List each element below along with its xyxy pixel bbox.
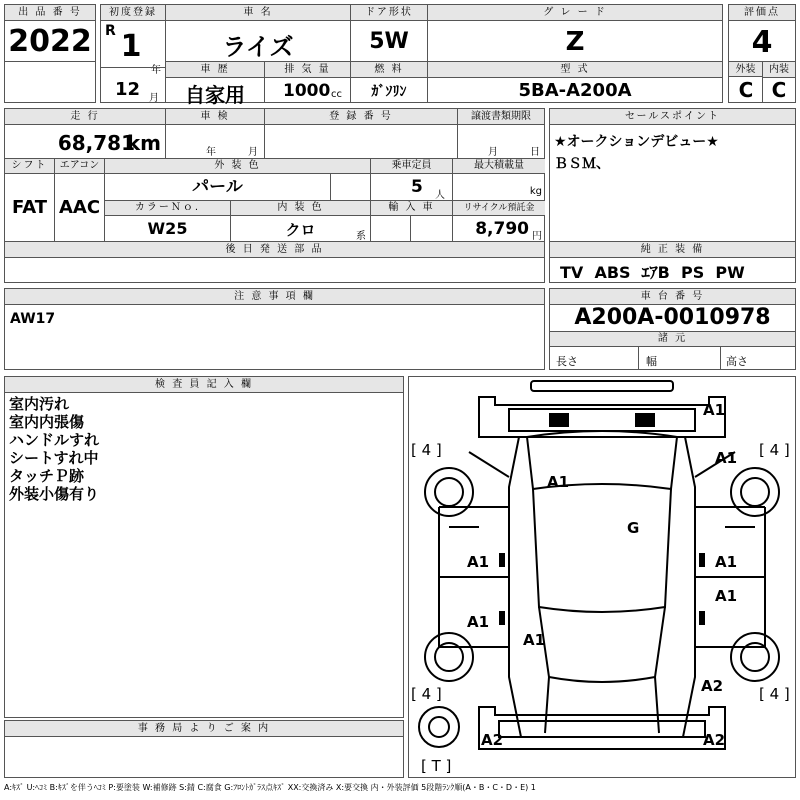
length-label: 長さ: [556, 355, 578, 368]
tire-rear-right: [ 4 ]: [759, 685, 790, 703]
height-label: 高さ: [726, 355, 748, 368]
registration-cell: [264, 108, 458, 159]
later-parts-label: 後 日 発 送 部 品: [5, 242, 544, 258]
sales-point-cell: [549, 108, 796, 242]
reg-month: 12: [115, 79, 141, 100]
sales-point-label: セールスポイント: [550, 109, 795, 125]
car-name-label: 車 名: [166, 5, 350, 21]
car-name: ライズ: [222, 33, 294, 61]
spare-tire-mark: [ T ]: [421, 757, 452, 775]
sales-points: ★オークションデビュー★ ＢＳＭ、: [554, 134, 719, 172]
tire-rear-left: [ 4 ]: [411, 685, 442, 703]
seats-unit: 人: [435, 190, 445, 201]
registration-label: 登 録 番 号: [265, 109, 457, 125]
displacement-label: 排 気 量: [265, 62, 350, 78]
office-notice-cell: [4, 720, 404, 778]
later-parts-cell: [4, 241, 545, 283]
km-unit: km: [126, 131, 161, 155]
tire-front-left: [ 4 ]: [411, 441, 442, 459]
color-no: W25: [105, 216, 231, 242]
damage-mark-rear-bumper-left: A2: [481, 731, 504, 749]
int-color-label: 内 装 色: [231, 201, 371, 216]
damage-mark-left-rear-door: A1: [467, 613, 490, 631]
era-label: R: [105, 23, 116, 39]
damage-mark-rear-left: A1: [523, 631, 546, 649]
equipment-cell: [549, 241, 796, 283]
first-registration-cell: [100, 4, 166, 103]
damage-mark-right-rear-door: A1: [715, 587, 738, 605]
tire-front-right: [ 4 ]: [759, 441, 790, 459]
door-label: ドア形状: [351, 5, 427, 21]
inspector-notes: 室内汚れ 室内内張傷 ハンドルすれ シートすれ中 タッチＰ跡 外装小傷有り: [9, 395, 100, 503]
ext-grade: C: [738, 78, 754, 102]
seats-label: 乗車定員: [371, 159, 453, 174]
mileage-cell: [4, 108, 166, 159]
damage-mark-rear-bumper-right: A2: [703, 731, 726, 749]
caution-text: AW17: [10, 311, 56, 327]
cc-unit: cc: [331, 89, 342, 100]
ext-grade-label: 外装: [729, 62, 763, 77]
inspection-cell: [165, 108, 265, 159]
chassis-cell: [549, 288, 796, 370]
damage-mark-right-front-door: A1: [715, 553, 738, 571]
recycle-label: リサイクル預託金: [453, 201, 545, 216]
inspection-label: 車 検: [166, 109, 264, 125]
score-label: 評価点: [729, 5, 795, 21]
model-code: 5BA-A200A: [518, 80, 632, 101]
first-registration-label: 初度登録: [101, 5, 165, 21]
equipment-label: 純 正 装 備: [550, 242, 795, 258]
int-grade: C: [771, 78, 787, 102]
shift-value: FAT: [5, 174, 55, 242]
transfer-month-unit: 月: [488, 147, 498, 158]
mileage: 68,781: [57, 131, 135, 155]
score-cell: [728, 4, 796, 62]
history-cell: [165, 61, 265, 107]
int-grade-label: 内装: [763, 62, 795, 78]
legend: A:ｷｽﾞ U:ﾍｺﾐ B:ｷｽﾞを伴うﾍｺﾐ P:要塗装 W:補修跡 S:錆 C:腐食 G:ﾌﾛﾝﾄｶﾞﾗｽ点ｷｽﾞ XX:交換済み X:要交換 内・外装評価 5段階ﾗﾝｸ順(A・B・C・D・E) 1: [4, 783, 536, 792]
inspector-notes-label: 検 査 員 記 入 欄: [5, 377, 403, 393]
mileage-label: 走 行: [5, 109, 165, 125]
yen-unit: 円: [532, 231, 542, 242]
damage-mark-front-right: A1: [703, 401, 726, 419]
damage-mark-left-front-door: A1: [467, 553, 490, 571]
office-notice-label: 事 務 局 よ り ご 案 内: [5, 721, 403, 737]
car-outline: [409, 377, 795, 777]
displacement: 1000: [283, 81, 331, 101]
transfer-day-unit: 日: [530, 147, 540, 158]
ext-color: パール: [105, 174, 331, 201]
door-type: 5W: [369, 29, 409, 54]
equipment-list: TV ABS ｴｱB PS PW: [560, 263, 745, 282]
spec-grid: [4, 158, 545, 242]
damage-mark-rear-quarter-right: A2: [701, 677, 724, 695]
damage-diagram: [408, 376, 796, 778]
inspector-notes-cell: [4, 376, 404, 718]
chassis-label: 車 台 番 号: [550, 289, 795, 305]
lot-blank-cell: [4, 61, 96, 103]
seats-value: 5: [411, 177, 423, 197]
fuel: ｶﾞｿﾘﾝ: [371, 84, 407, 100]
car-name-cell: [165, 4, 351, 62]
spec-label: 諸 元: [550, 331, 795, 347]
fuel-label: 燃 料: [351, 62, 427, 78]
damage-mark-windshield: G: [627, 519, 640, 537]
inspection-year-unit: 年: [206, 147, 216, 158]
lot-number-label: 出 品 番 号: [5, 5, 95, 21]
history: 自家用: [185, 83, 245, 107]
door-cell: [350, 4, 428, 62]
load-unit: kg: [529, 186, 542, 197]
caution-cell: [4, 288, 545, 370]
ext-int-grade-cell: [728, 61, 796, 103]
grade: Z: [565, 27, 585, 57]
recycle-fee: 8,790: [475, 219, 529, 239]
int-color: クロ: [285, 221, 316, 239]
transfer-doc-cell: [457, 108, 545, 159]
import-label: 輸 入 車: [371, 201, 453, 216]
month-unit: 月: [149, 93, 159, 104]
reg-year: 1: [120, 29, 142, 64]
aircon-label: エアコン: [55, 159, 105, 174]
displacement-cell: [264, 61, 351, 103]
chassis-number: A200A-0010978: [574, 305, 771, 330]
score: 4: [751, 25, 773, 60]
year-unit: 年: [151, 65, 161, 76]
grade-label: グ レ ー ド: [428, 5, 722, 21]
caution-label: 注 意 事 項 欄: [5, 289, 544, 305]
inspection-month-unit: 月: [248, 147, 258, 158]
lot-number: 2022: [8, 24, 92, 59]
shift-label: シフト: [5, 159, 55, 174]
model-cell: [427, 61, 723, 103]
fuel-cell: [350, 61, 428, 103]
history-label: 車 歴: [166, 62, 264, 78]
aircon-value: AAC: [55, 174, 105, 242]
ext-color-label: 外 装 色: [105, 159, 371, 174]
width-label: 幅: [646, 355, 657, 368]
color-no-label: カラーＮｏ.: [105, 201, 231, 216]
transfer-doc-label: 譲渡書類期限: [458, 109, 544, 125]
load-label: 最大積載量: [453, 159, 545, 174]
grade-cell: [427, 4, 723, 62]
int-color-unit: 系: [356, 231, 366, 242]
damage-mark-right-fender: A1: [715, 449, 738, 467]
lot-number-cell: [4, 4, 96, 62]
damage-mark-hood: A1: [547, 473, 570, 491]
model-label: 型 式: [428, 62, 722, 78]
